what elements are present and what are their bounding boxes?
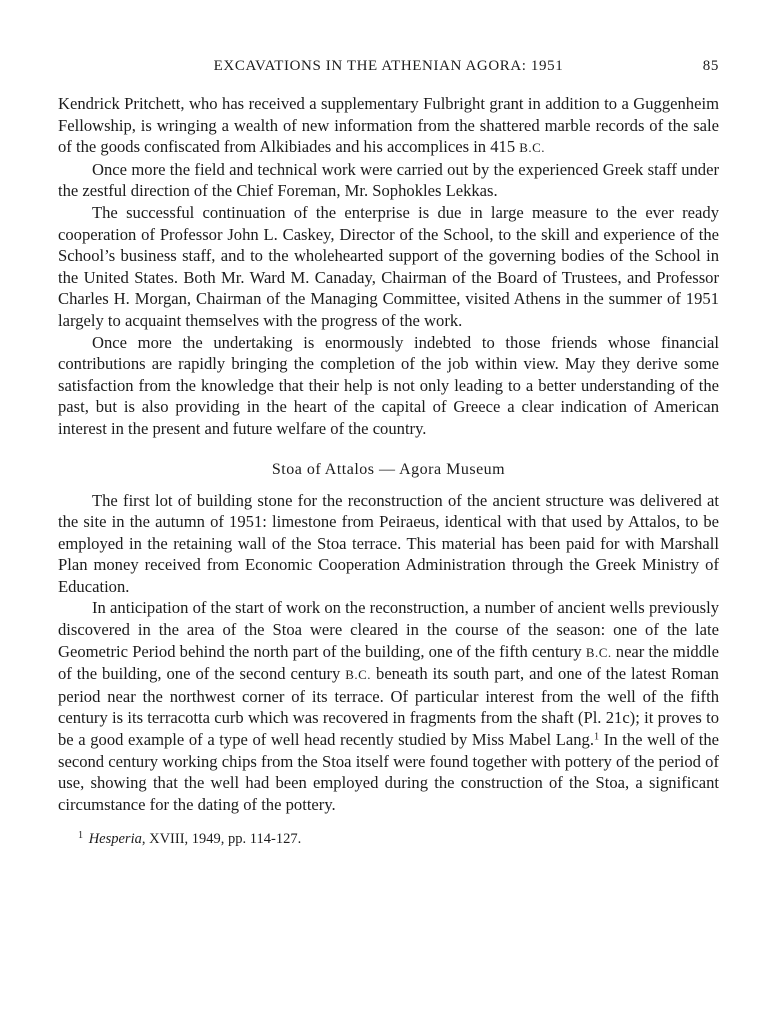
paragraph-building-stone: The first lot of building stone for the reconstruction of the ancient structure was delivered at the site in the autumn of 1951: limestone from Peiraeus, identical with that used by Attalos, to be employed in the retaining wall of the Stoa terrace. This material has been paid for with Marshall Plan money received from Economic Cooperation Administration through the Greek Ministry of Education. <box>58 490 719 596</box>
footnote-citation: , XVIII, 1949, pp. 114-127. <box>141 831 302 848</box>
body-text <box>58 93 719 815</box>
paragraph-wells <box>58 597 719 815</box>
footnote-journal: Hesperia <box>88 831 142 848</box>
paragraph-segment: In anticipation of the start of work on the reconstruction, a number of ancient wells previously discovered in the area of the Stoa were cleared in the course of the season: one of the late Geometric Period behind the north part of the building, one of the fifth century <box>58 598 719 661</box>
era-abbreviation: B.C. <box>585 644 612 660</box>
section-heading-dash: — <box>374 460 400 478</box>
section-heading <box>58 459 719 480</box>
paragraph-cooperation: The successful continuation of the enterprise is due in large measure to the ever ready cooperation of Professor John L. Caskey, Director of the School, to the skill and experience of the School’s business staff, and to the wholehearted support of the governing bodies of the School in the United States. Both Mr. Ward M. Canaday, Chairman of the Board of Trustees, and Professor Charles H. Morgan, Chairman of the Managing Committee, visited Athens in the summer of 1951 largely to acquaint themselves with the progress of the work. <box>58 202 719 330</box>
paragraph-segment: In the well of the second century working chips from the Stoa itself were found together with pottery of the period of use, showing that the well had been employed during the construction of the Stoa, a significant circumstance for the dating of the pottery. <box>58 730 720 814</box>
page-number: 85 <box>702 58 719 74</box>
paragraph-staff: Once more the field and technical work were carried out by the experienced Greek staff under the zestful direction of the Chief Foreman, Mr. Sophokles Lekkas. <box>58 159 719 201</box>
paragraph-text: Kendrick Pritchett, who has received a supplementary Fulbright grant in addition to a Guggenheim Fellowship, is wringing a wealth of new information from the shattered marble records of the sale of the goods confiscated from Alkibiades and his accomplices in 415 <box>58 94 719 157</box>
paragraph-segment: near the middle of the building, one of the second century <box>58 641 720 684</box>
paragraph-pritchett <box>58 93 719 159</box>
running-header <box>58 58 719 82</box>
era-abbreviation: B.C. <box>345 667 372 683</box>
footnote-mark: 1 <box>78 830 84 842</box>
paragraph-segment: beneath its south part, and one of the latest Roman period near the northwest corner of its terrace. Of particular interest from the well of the fifth century is its terracotta curb which was recovered in fragments from the shaft (Pl. 21c); it proves to be a good example of a type of well head recently studied by Miss Mabel Lang. <box>58 664 719 750</box>
era-abbreviation: B.C. <box>519 140 546 156</box>
section-heading-part2: Agora Museum <box>399 460 506 478</box>
running-title: EXCAVATIONS IN THE ATHENIAN AGORA: 1951 <box>213 58 564 74</box>
footnote <box>58 830 719 849</box>
paragraph-friends: Once more the undertaking is enormously indebted to those friends whose financial contributions are rapidly bringing the completion of the job within view. May they derive some satisfaction from the knowledge that their help is not only leading to a better understanding of the past, but is also providing in the heart of the capital of Greece a clear indication of American interest in the present and future welfare of the country. <box>58 332 719 438</box>
document-page <box>58 58 719 849</box>
footnote-reference[interactable]: 1 <box>594 731 600 743</box>
section-heading-part1: Stoa of Attalos <box>271 460 375 478</box>
